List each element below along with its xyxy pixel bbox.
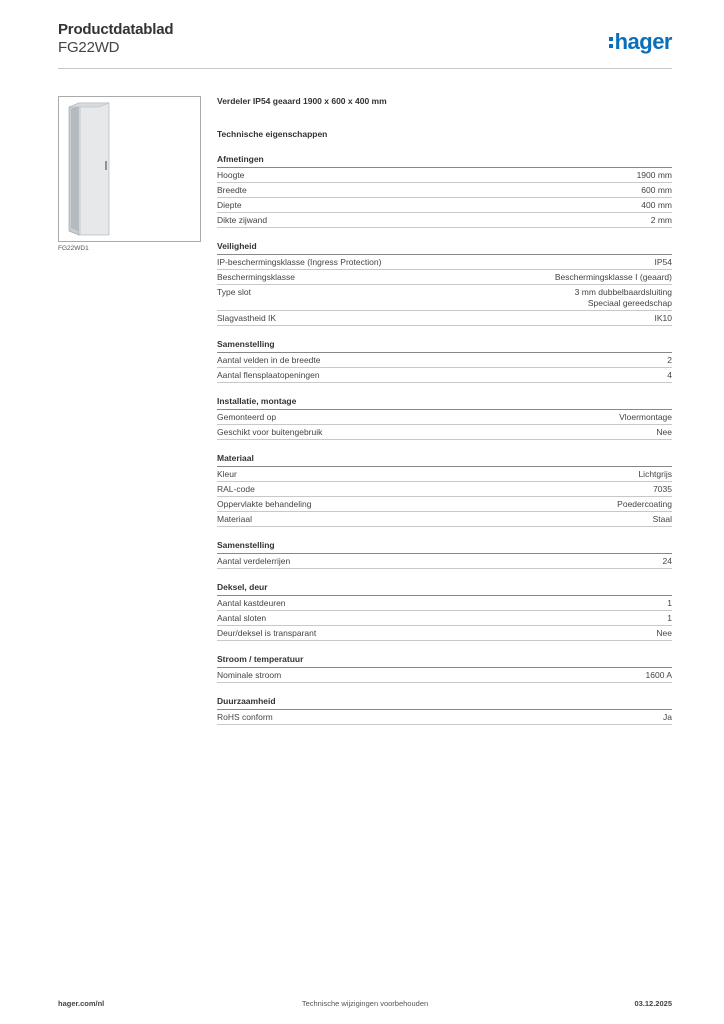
spec-row [217, 668, 672, 683]
logo-text: hager [614, 29, 672, 54]
spec-label: Aantal verdelerrijen [217, 555, 291, 566]
spec-label: Slagvastheid IK [217, 312, 277, 323]
footer-website: hager.com/nl [58, 999, 105, 1008]
spec-row [217, 512, 672, 527]
spec-label: RoHS conform [217, 711, 273, 722]
page-header [58, 21, 672, 69]
spec-row [217, 285, 672, 311]
hager-logo [609, 29, 672, 55]
spec-value: IK10 [654, 312, 672, 323]
spec-label: RAL-code [217, 483, 255, 494]
spec-value-secondary: Speciaal gereedschap [587, 297, 672, 308]
spec-label: Dikte zijwand [217, 214, 268, 225]
spec-value: 400 mm [641, 199, 672, 210]
spec-value: Nee [656, 627, 672, 638]
spec-value: Vloermontage [619, 411, 672, 422]
spec-value-group [575, 287, 672, 309]
spec-section [217, 540, 672, 569]
product-code: FG22WD [58, 39, 120, 56]
spec-value-group [637, 170, 672, 181]
section-title: Installatie, montage [217, 396, 672, 410]
product-image [58, 96, 201, 242]
spec-row [217, 497, 672, 512]
image-caption: FG22WD1 [58, 245, 89, 252]
spec-value-group [656, 628, 672, 639]
spec-value: 1 [667, 612, 672, 623]
product-name: Verdeler IP54 geaard 1900 x 600 x 400 mm [217, 96, 387, 106]
spec-value: 4 [667, 369, 672, 380]
spec-value: 600 mm [641, 184, 672, 195]
spec-value-group [653, 484, 672, 495]
spec-value-group [619, 412, 672, 423]
spec-row [217, 467, 672, 482]
spec-row [217, 710, 672, 725]
spec-row [217, 213, 672, 228]
spec-row [217, 482, 672, 497]
technical-properties-heading: Technische eigenschappen [217, 129, 328, 139]
spec-label: IP-beschermingsklasse (Ingress Protection) [217, 256, 382, 267]
spec-value-group [555, 272, 672, 283]
spec-value-group [663, 712, 672, 723]
spec-value: Nee [656, 426, 672, 437]
spec-row [217, 425, 672, 440]
document-title: Productdatablad [58, 21, 174, 38]
spec-value-group [655, 257, 673, 268]
spec-label: Aantal kastdeuren [217, 597, 286, 608]
spec-section [217, 696, 672, 725]
spec-row [217, 596, 672, 611]
section-title: Duurzaamheid [217, 696, 672, 710]
spec-row [217, 611, 672, 626]
spec-section [217, 154, 672, 228]
spec-value-group [667, 598, 672, 609]
logo-dots-icon [609, 37, 613, 48]
spec-section [217, 339, 672, 383]
spec-value: Staal [652, 513, 672, 524]
spec-value-group [641, 185, 672, 196]
spec-label: Oppervlakte behandeling [217, 498, 312, 509]
spec-label: Nominale stroom [217, 669, 282, 680]
spec-value-group [656, 427, 672, 438]
section-title: Deksel, deur [217, 582, 672, 596]
spec-content [217, 96, 672, 725]
spec-value-group [638, 469, 672, 480]
spec-value-group [663, 556, 672, 567]
section-title: Veiligheid [217, 241, 672, 255]
spec-section [217, 582, 672, 641]
spec-label: Deur/deksel is transparant [217, 627, 317, 638]
spec-value: 24 [662, 555, 672, 566]
spec-row [217, 183, 672, 198]
spec-value: Ja [663, 711, 672, 722]
spec-value-group [667, 370, 672, 381]
spec-row [217, 353, 672, 368]
spec-value-group [646, 670, 672, 681]
spec-section [217, 453, 672, 527]
spec-value: 3 mm dubbelbaardsluiting [574, 286, 672, 297]
spec-label: Materiaal [217, 513, 252, 524]
spec-value: 1 [667, 597, 672, 608]
spec-value: 2 [667, 354, 672, 365]
spec-label: Aantal velden in de breedte [217, 354, 321, 365]
spec-row [217, 626, 672, 641]
section-title: Stroom / temperatuur [217, 654, 672, 668]
spec-value-group [651, 215, 672, 226]
section-title: Samenstelling [217, 339, 672, 353]
spec-label: Aantal flensplaatopeningen [217, 369, 320, 380]
spec-value: 7035 [653, 483, 672, 494]
spec-value: Lichtgrijs [638, 468, 672, 479]
spec-row [217, 311, 672, 326]
spec-value-group [655, 313, 673, 324]
spec-section [217, 654, 672, 683]
spec-label: Kleur [217, 468, 237, 479]
spec-section [217, 241, 672, 326]
spec-value-group [641, 200, 672, 211]
section-title: Materiaal [217, 453, 672, 467]
cabinet-icon [67, 101, 111, 237]
spec-row [217, 270, 672, 285]
spec-label: Aantal sloten [217, 612, 267, 623]
spec-label: Geschikt voor buitengebruik [217, 426, 323, 437]
spec-row [217, 554, 672, 569]
spec-label: Diepte [217, 199, 242, 210]
header-divider [58, 68, 672, 69]
spec-value: 2 mm [650, 214, 672, 225]
spec-row [217, 198, 672, 213]
spec-value: Beschermingsklasse I (geaard) [554, 271, 672, 282]
spec-section [217, 396, 672, 440]
spec-value-group [667, 613, 672, 624]
spec-label: Beschermingsklasse [217, 271, 295, 282]
section-title: Afmetingen [217, 154, 672, 168]
spec-row [217, 368, 672, 383]
spec-label: Type slot [217, 286, 252, 297]
spec-value: 1900 mm [636, 169, 672, 180]
spec-label: Breedte [217, 184, 247, 195]
spec-sections [217, 154, 672, 725]
spec-value: IP54 [654, 256, 672, 267]
spec-value-group [667, 355, 672, 366]
spec-label: Hoogte [217, 169, 245, 180]
spec-row [217, 410, 672, 425]
spec-label: Gemonteerd op [217, 411, 277, 422]
spec-row [217, 255, 672, 270]
section-title: Samenstelling [217, 540, 672, 554]
footer-date: 03.12.2025 [634, 999, 672, 1008]
spec-value: 1600 A [645, 669, 672, 680]
spec-value-group [617, 499, 672, 510]
spec-value: Poedercoating [617, 498, 672, 509]
spec-row [217, 168, 672, 183]
spec-value-group [653, 514, 672, 525]
footer-note: Technische wijzigingen voorbehouden [301, 999, 429, 1008]
